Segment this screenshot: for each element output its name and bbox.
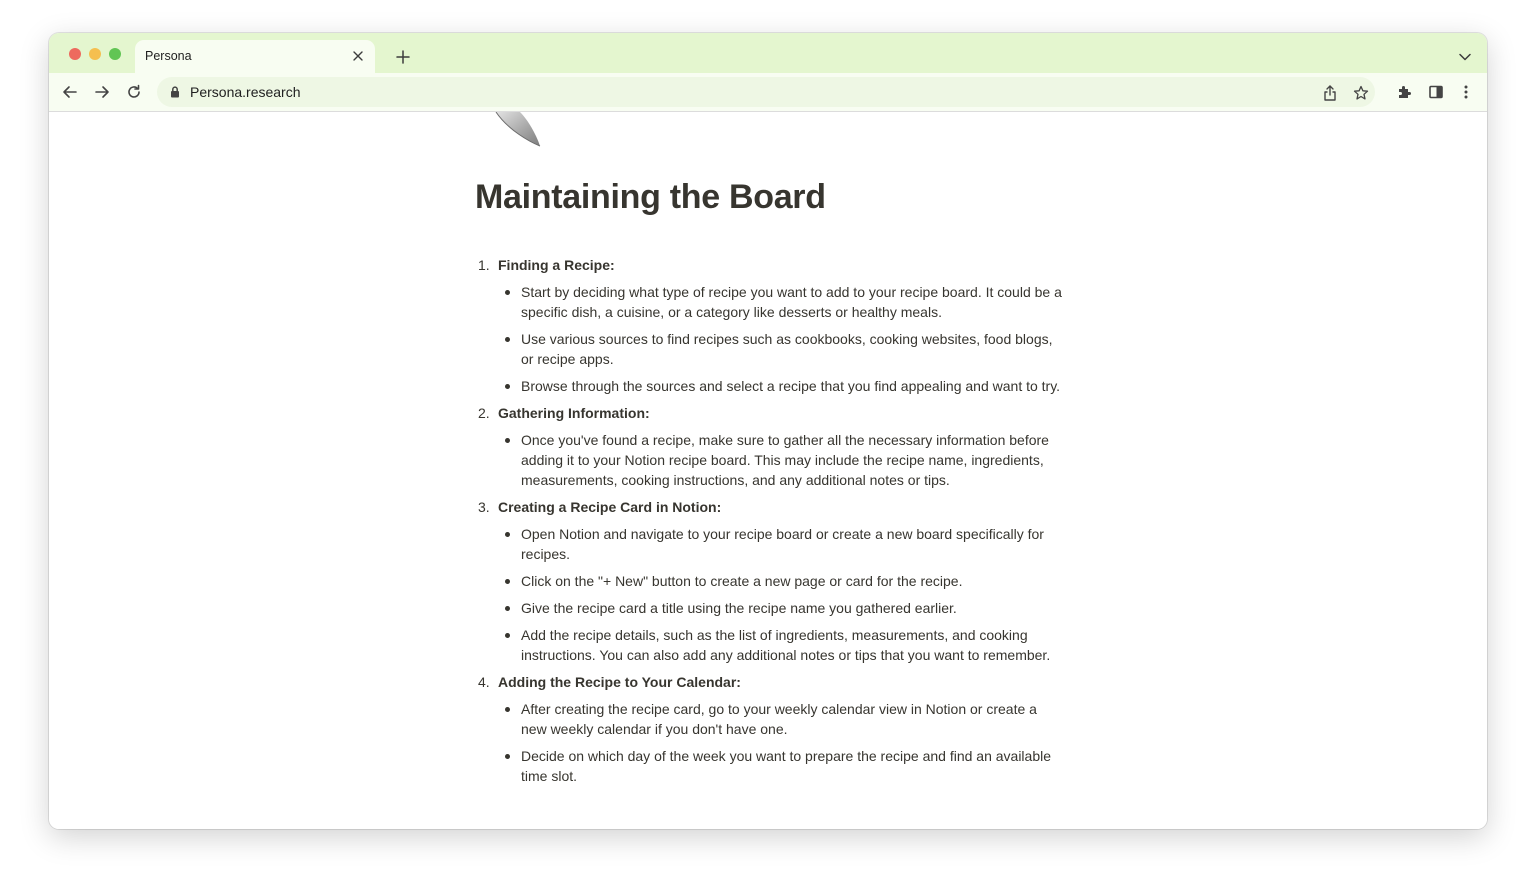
- url-text[interactable]: Persona.research: [190, 84, 301, 100]
- list-item: [498, 430, 1065, 497]
- list-item: [498, 571, 1065, 598]
- lock-icon[interactable]: [168, 85, 182, 99]
- bullet-text: Click on the "+ New" button to create a new page or card for the recipe.: [521, 573, 963, 589]
- tab-persona[interactable]: [135, 40, 375, 73]
- bullet-text: After creating the recipe card, go to your weekly calendar view in Notion or create a new weekly calendar if you don't have one.: [521, 701, 1037, 737]
- list-item-step-4: [475, 672, 1065, 793]
- bullet-text: Give the recipe card a title using the recipe name you gathered earlier.: [521, 600, 957, 616]
- step-heading: Gathering Information:: [498, 405, 650, 421]
- step-number: 3.: [478, 499, 490, 515]
- close-window-button[interactable]: [69, 48, 81, 60]
- step-number: 2.: [478, 405, 490, 421]
- list-item: [498, 282, 1065, 329]
- tab-bar: [49, 33, 1487, 73]
- bullet-icon: [505, 579, 510, 584]
- bullet-icon: [505, 754, 510, 759]
- bullet-list: [498, 282, 1065, 403]
- bullet-text: Once you've found a recipe, make sure to gather all the necessary information before adding it to your Notion recipe board. This may include the recipe name, ingredients, measurements, cooking instructions, and any additional notes or tips.: [521, 432, 1049, 488]
- bullet-icon: [505, 633, 510, 638]
- knife-icon: [494, 112, 544, 148]
- bullet-list: [498, 699, 1065, 793]
- minimize-window-button[interactable]: [89, 48, 101, 60]
- list-item-step-3: [475, 497, 1065, 672]
- bullet-icon: [505, 337, 510, 342]
- bullet-list: [498, 524, 1065, 672]
- bullet-text: Decide on which day of the week you want to prepare the recipe and find an available time slot.: [521, 748, 1052, 784]
- list-item: [498, 598, 1065, 625]
- list-item: [498, 524, 1065, 571]
- list-item-step-1: [475, 255, 1065, 403]
- chevron-down-icon[interactable]: [1455, 47, 1475, 67]
- bullet-icon: [505, 290, 510, 295]
- list-item: [498, 625, 1065, 672]
- step-heading: Creating a Recipe Card in Notion:: [498, 499, 722, 515]
- address-bar[interactable]: [157, 77, 1375, 107]
- browser-toolbar: [49, 73, 1487, 112]
- bullet-icon: [505, 606, 510, 611]
- list-item-step-2: [475, 403, 1065, 497]
- step-heading: Finding a Recipe:: [498, 257, 615, 273]
- bullet-text: Use various sources to find recipes such as cookbooks, cooking websites, food blogs, or recipe apps.: [521, 331, 1053, 367]
- share-icon[interactable]: [1321, 84, 1339, 102]
- tab-title: Persona: [145, 49, 192, 63]
- bullet-text: Browse through the sources and select a recipe that you find appealing and want to try.: [521, 378, 1061, 394]
- plus-icon[interactable]: [393, 47, 413, 67]
- list-item: [498, 329, 1065, 376]
- bullet-icon: [505, 532, 510, 537]
- page-title: Maintaining the Board: [475, 178, 826, 216]
- reload-icon[interactable]: [123, 81, 145, 103]
- bullet-icon: [505, 707, 510, 712]
- zoom-window-button[interactable]: [109, 48, 121, 60]
- puzzle-icon[interactable]: [1393, 81, 1415, 103]
- star-icon[interactable]: [1352, 84, 1370, 102]
- bullet-text: Open Notion and navigate to your recipe board or create a new board specifically for recipes.: [521, 526, 1044, 562]
- close-icon[interactable]: [350, 48, 366, 64]
- forward-arrow-icon[interactable]: [91, 81, 113, 103]
- list-item: [498, 746, 1065, 793]
- back-arrow-icon[interactable]: [59, 81, 81, 103]
- bullet-text: Start by deciding what type of recipe you want to add to your recipe board. It could be a specific dish, a cuisine, or a category like desserts or healthy meals.: [521, 284, 1062, 320]
- step-heading: Adding the Recipe to Your Calendar:: [498, 674, 741, 690]
- bullet-icon: [505, 384, 510, 389]
- browser-window: [49, 33, 1487, 829]
- step-number: 1.: [478, 257, 490, 273]
- step-number: 4.: [478, 674, 490, 690]
- steps-list: [475, 255, 1065, 793]
- sidebar-icon[interactable]: [1425, 81, 1447, 103]
- more-vertical-icon[interactable]: [1455, 81, 1477, 103]
- bullet-list: [498, 430, 1065, 497]
- bullet-text: Add the recipe details, such as the list of ingredients, measurements, and cooking instructions. You can also add any additional notes or tips that you want to remember.: [521, 627, 1051, 663]
- list-item: [498, 376, 1065, 403]
- bullet-icon: [505, 438, 510, 443]
- list-item: [498, 699, 1065, 746]
- page-content: [49, 112, 1487, 829]
